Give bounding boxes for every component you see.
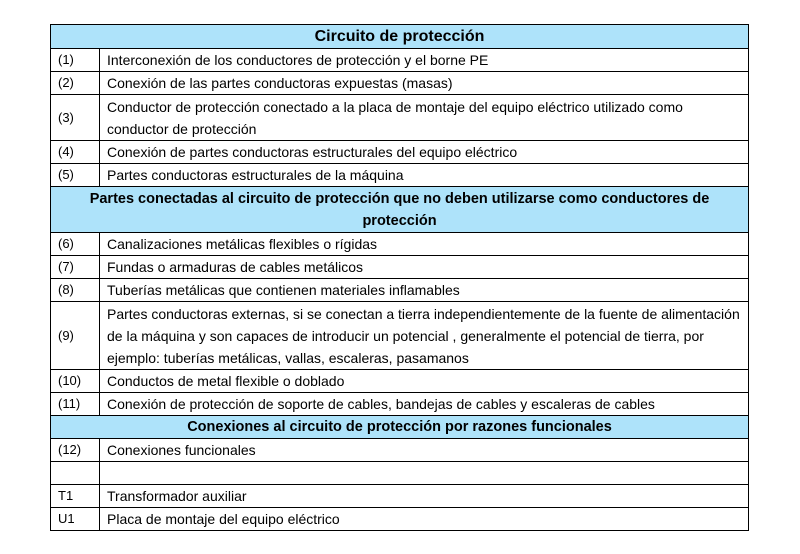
legend-table [50,24,749,531]
section-title-functional-connections: Conexiones al circuito de protección por razones funcionales [51,416,749,439]
row-code: (11) [51,393,100,416]
row-description: Interconexión de los conductores de protección y el borne PE [100,49,749,72]
row-description: Conductor de protección conectado a la placa de montaje del equipo eléctrico utilizado como conductor de protección [100,95,749,141]
row-description: Conexiones funcionales [100,439,749,462]
table-row [51,393,749,416]
table-row [51,233,749,256]
row-code: (5) [51,164,100,187]
row-code: U1 [51,508,100,531]
row-description: Partes conductoras externas, si se conectan a tierra independientemente de la fuente de alimentación de la máquina y son capaces de introducir un potencial , generalmente el potencial de tierra, por ejemplo: tuberías metálicas, vallas, escaleras, pasamanos [100,302,749,370]
section-header-row [51,25,749,49]
row-description: Partes conductoras estructurales de la máquina [100,164,749,187]
row-description [100,462,749,485]
row-code: (12) [51,439,100,462]
table-row-empty [51,462,749,485]
table-row [51,141,749,164]
table-row [51,164,749,187]
section-title-protection-circuit: Circuito de protección [51,25,749,49]
row-description: Transformador auxiliar [100,485,749,508]
row-description: Tuberías metálicas que contienen materiales inflamables [100,279,749,302]
row-code: (2) [51,72,100,95]
row-code: (7) [51,256,100,279]
table-row [51,508,749,531]
row-description: Fundas o armaduras de cables metálicos [100,256,749,279]
table-row [51,279,749,302]
section-header-row [51,416,749,439]
row-description: Conexión de partes conductoras estructurales del equipo eléctrico [100,141,749,164]
section-header-row [51,187,749,233]
table-row [51,256,749,279]
row-code: (1) [51,49,100,72]
row-code: (8) [51,279,100,302]
row-code: (10) [51,370,100,393]
row-description: Conexión de las partes conductoras expuestas (masas) [100,72,749,95]
row-code: (9) [51,302,100,370]
table-row [51,439,749,462]
row-code: (6) [51,233,100,256]
row-description: Canalizaciones metálicas flexibles o rígidas [100,233,749,256]
table-row [51,72,749,95]
table-row [51,485,749,508]
row-description: Conexión de protección de soporte de cables, bandejas de cables y escaleras de cables [100,393,749,416]
table-row [51,49,749,72]
row-code: (3) [51,95,100,141]
row-code [51,462,100,485]
section-title-non-conductor-parts: Partes conectadas al circuito de protección que no deben utilizarse como conductores de protección [51,187,749,233]
table-row [51,302,749,370]
row-code: T1 [51,485,100,508]
row-description: Conductos de metal flexible o doblado [100,370,749,393]
row-code: (4) [51,141,100,164]
table-row [51,370,749,393]
row-description: Placa de montaje del equipo eléctrico [100,508,749,531]
table-row [51,95,749,141]
